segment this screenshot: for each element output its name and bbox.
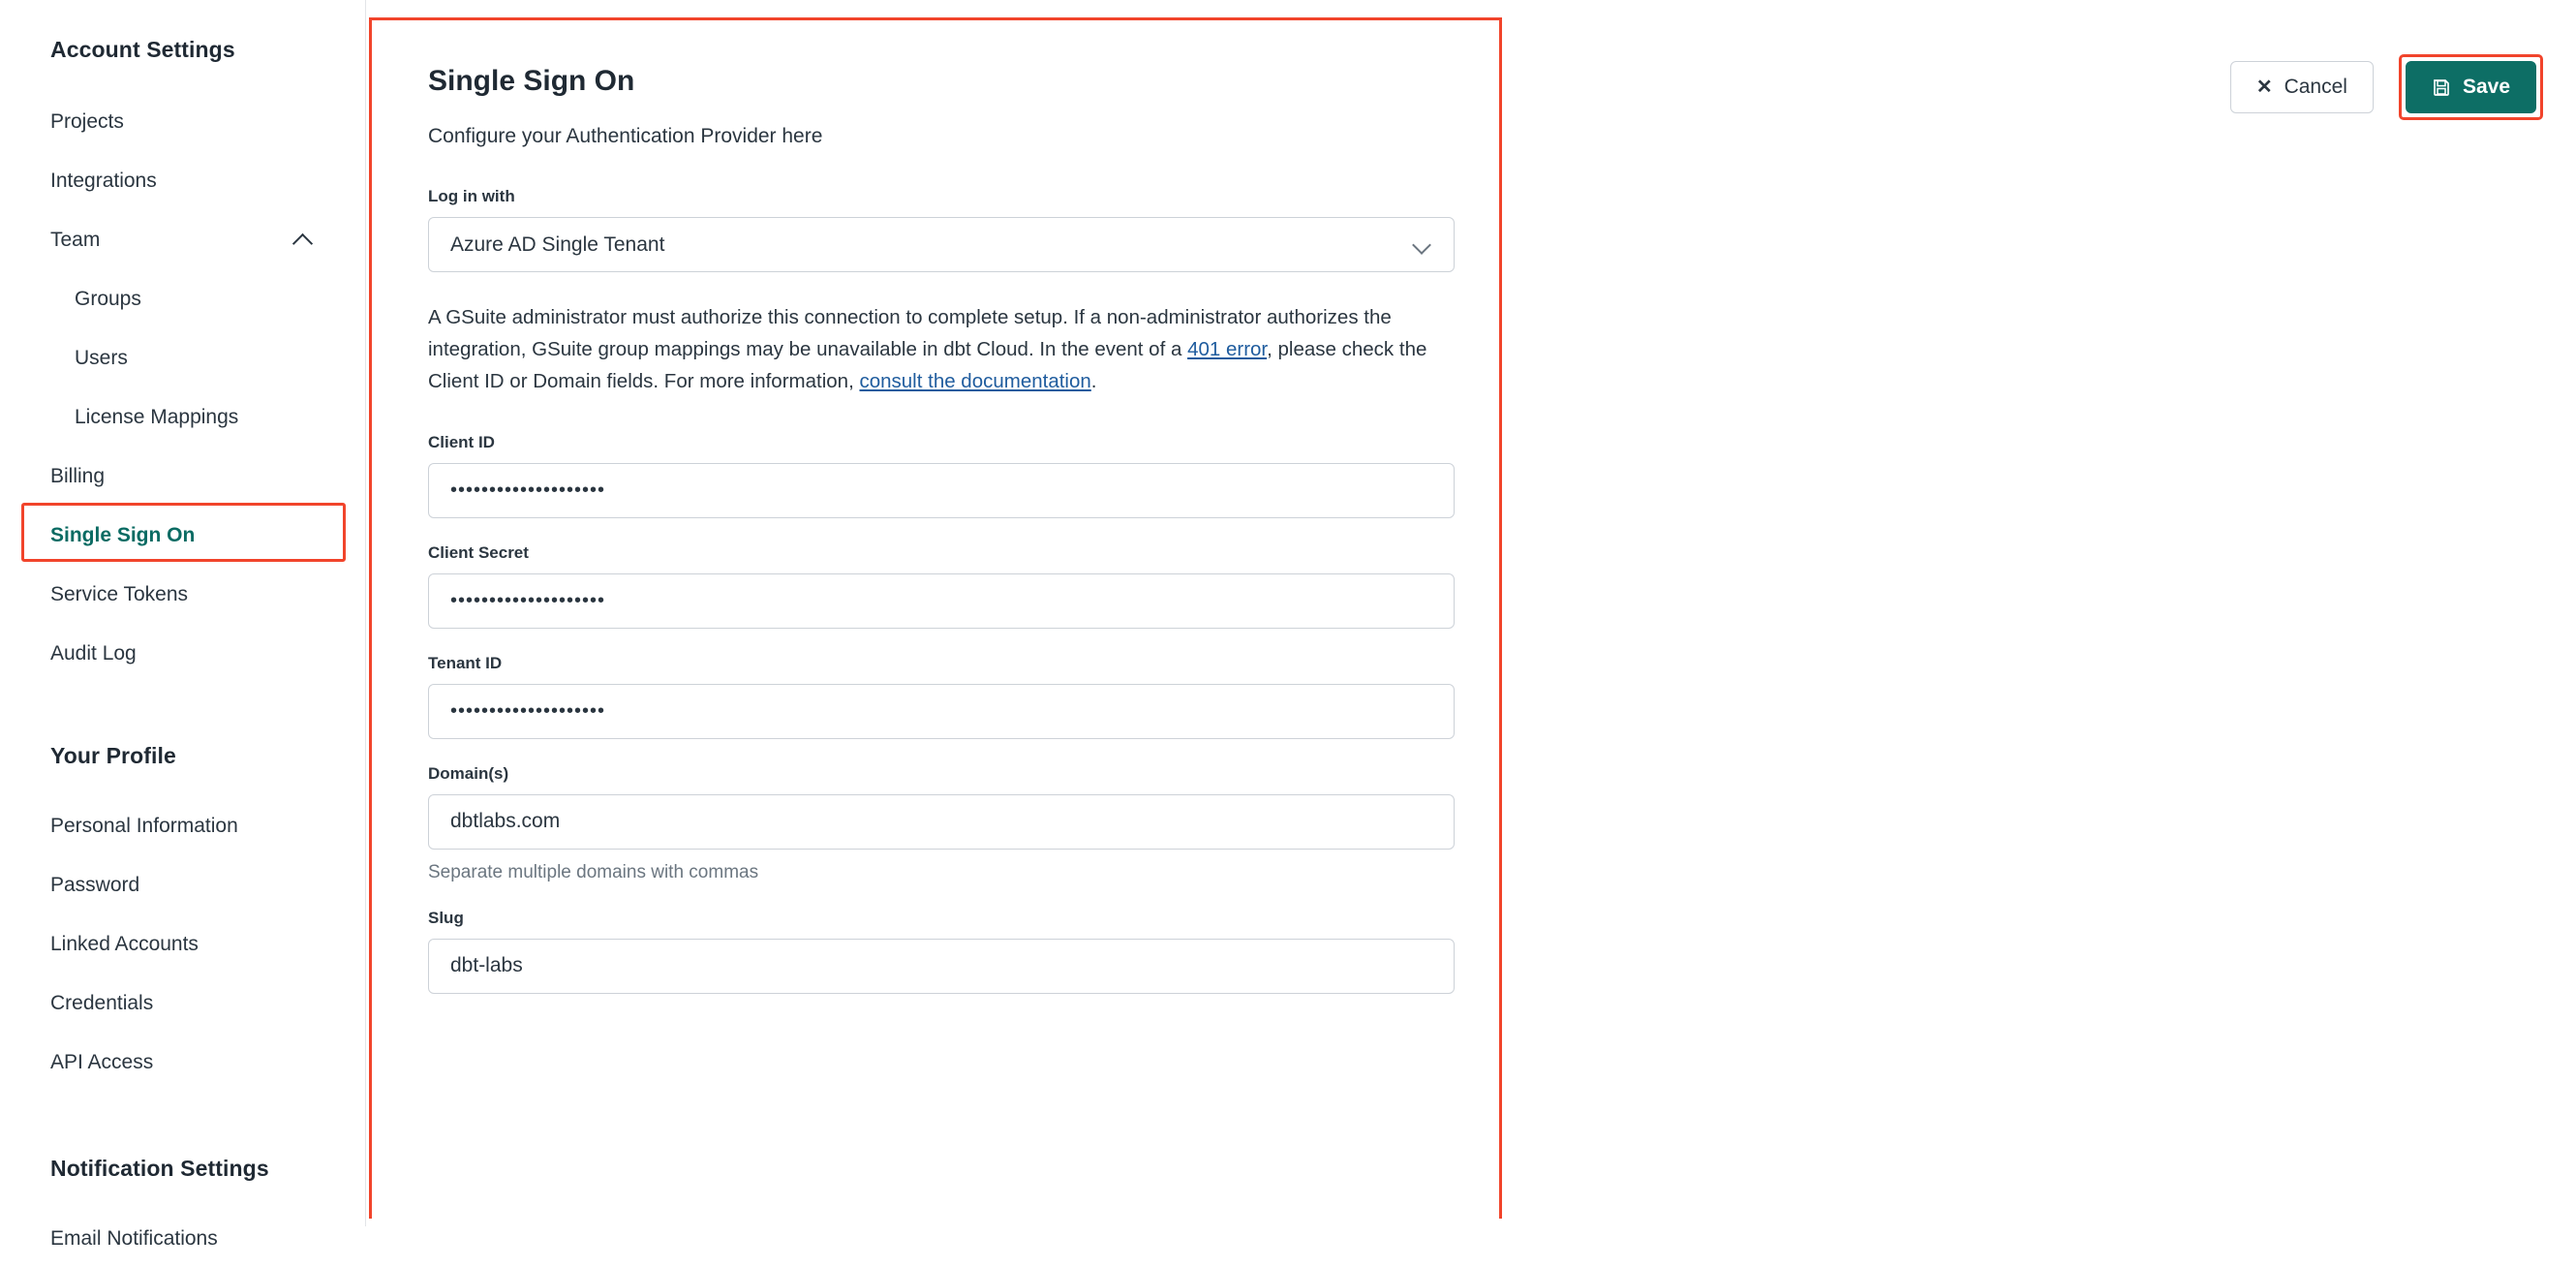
sidebar-item-service-tokens[interactable] [0,565,365,624]
field-log-in-with [428,187,1443,272]
client-id-value: •••••••••••••••••••• [450,479,606,501]
field-client-id [428,433,1443,518]
sidebar-item-label: Single Sign On [50,523,196,546]
tenant-id-input[interactable] [428,684,1455,739]
sidebar-heading-notification-settings: Notification Settings [50,1156,269,1181]
cancel-button[interactable] [2230,61,2374,113]
save-button-label: Save [2462,76,2510,98]
info-text-part3: . [1090,370,1097,393]
chevron-down-icon [1413,235,1432,255]
setup-info-text [428,301,1455,398]
field-client-secret [428,543,1443,629]
cancel-button-label: Cancel [2284,76,2347,98]
tenant-id-value: •••••••••••••••••••• [450,699,606,722]
sidebar-item-credentials[interactable] [0,974,365,1033]
sidebar-item-label: API Access [50,1050,154,1073]
sidebar-item-label: Billing [50,464,106,487]
sidebar-item-label: Integrations [50,169,157,192]
info-text-part2: , please check the Client ID or Domain fields. For more information, [428,338,1427,393]
sidebar-item-api-access[interactable] [0,1033,365,1092]
sidebar-item-label: Groups [75,287,141,310]
field-domains [428,764,1443,883]
sidebar-item-linked-accounts[interactable] [0,914,365,974]
client-secret-value: •••••••••••••••••••• [450,589,606,611]
client-secret-input[interactable] [428,573,1455,629]
field-label-tenant-id: Tenant ID [428,653,503,672]
field-label-slug: Slug [428,908,464,927]
sidebar-item-personal-information[interactable] [0,796,365,855]
login-with-select[interactable] [428,217,1455,272]
page-subtitle: Configure your Authentication Provider here [428,125,823,147]
form-actions [2230,54,2543,120]
save-button-highlight-box [2399,54,2543,120]
sidebar-item-email-notifications[interactable] [0,1209,365,1268]
sidebar-item-label: Password [50,873,140,896]
field-label-domains: Domain(s) [428,763,509,783]
sidebar-heading-your-profile: Your Profile [50,743,176,768]
domains-value: dbtlabs.com [450,810,561,833]
sidebar-item-label: Projects [50,109,124,133]
sidebar-item-license-mappings[interactable] [0,387,365,447]
close-icon: ✕ [2255,77,2273,98]
slug-input[interactable] [428,939,1455,994]
sidebar-item-audit-log[interactable] [0,624,365,683]
login-with-selected-value: Azure AD Single Tenant [450,232,665,256]
save-button[interactable] [2406,61,2536,113]
401-error-link[interactable]: 401 error [1187,338,1268,361]
main-content [366,0,2576,1226]
floppy-disk-icon [2432,77,2451,97]
sidebar-item-label: Team [50,228,101,251]
sidebar-item-integrations[interactable] [0,151,365,210]
slug-value: dbt-labs [450,954,523,977]
sidebar-item-label: Users [75,346,128,369]
sidebar-item-label: Service Tokens [50,582,189,605]
field-tenant-id [428,654,1443,739]
info-text-part1: A GSuite administrator must authorize this connection to complete setup. If a non-administrator authorizes the integration, GSuite group mappings may be unavailable in dbt Cloud. In the event of a [428,306,1392,361]
settings-sidebar [0,0,366,1250]
sidebar-item-password[interactable] [0,855,365,914]
domains-help-text: Separate multiple domains with commas [428,861,759,882]
sidebar-item-label: Credentials [50,991,154,1014]
chevron-up-icon [293,230,315,251]
sidebar-item-single-sign-on[interactable] [0,506,365,565]
sidebar-item-groups[interactable] [0,269,365,328]
field-label-client-secret: Client Secret [428,542,529,562]
sidebar-item-label: Audit Log [50,641,137,665]
client-id-input[interactable] [428,463,1455,518]
sidebar-item-label: Email Notifications [50,1226,218,1250]
page-title: Single Sign On [428,65,635,97]
field-label-client-id: Client ID [428,432,495,451]
sidebar-item-billing[interactable] [0,447,365,506]
sidebar-item-users[interactable] [0,328,365,387]
field-slug [428,909,1443,994]
sidebar-item-team[interactable] [0,210,365,269]
sidebar-item-projects[interactable] [0,92,365,151]
domains-input[interactable] [428,794,1455,850]
field-label-log-in-with: Log in with [428,187,515,205]
sidebar-item-label: License Mappings [75,405,239,428]
documentation-link[interactable]: consult the documentation [859,370,1091,393]
sidebar-heading-account-settings: Account Settings [50,37,235,62]
sso-config-card [369,17,1502,1219]
sidebar-item-label: Personal Information [50,814,238,837]
sidebar-item-label: Linked Accounts [50,932,199,955]
